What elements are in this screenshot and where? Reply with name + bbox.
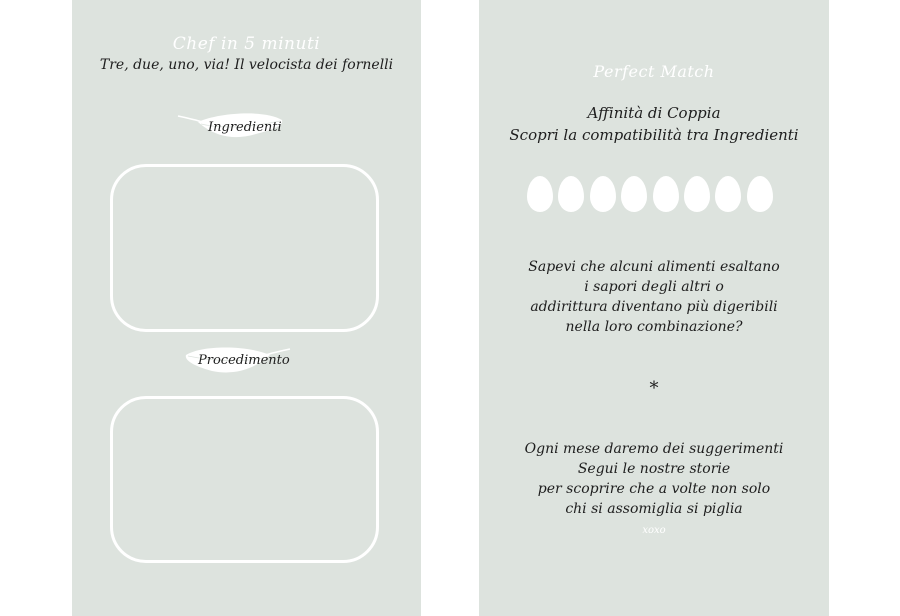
procedure-heading — [180, 343, 300, 383]
egg-icon — [527, 176, 553, 212]
egg-icon — [653, 176, 679, 212]
egg-icon — [590, 176, 616, 212]
question-line: addirittura diventano più digeribili — [530, 299, 778, 315]
procedure-label: Procedimento — [198, 353, 290, 368]
monthly-line: Ogni mese daremo dei suggerimenti — [524, 441, 784, 457]
egg-icon — [558, 176, 584, 212]
asterisk-divider: * — [649, 378, 659, 399]
egg-icon — [715, 176, 741, 212]
compatibility-subheading: Scopri la compatibilità tra Ingredienti — [509, 126, 799, 144]
right-card-title: Perfect Match — [593, 62, 715, 81]
monthly-line: Segui le nostre storie — [577, 461, 731, 477]
question-line: Sapevi che alcuni alimenti esaltano — [528, 259, 780, 275]
egg-icon — [747, 176, 773, 212]
right-card — [479, 0, 829, 616]
signoff: xoxo — [642, 525, 666, 536]
egg-icon — [621, 176, 647, 212]
egg-row — [527, 176, 777, 216]
left-card — [72, 0, 421, 616]
procedure-box — [110, 396, 379, 563]
ingredients-label: Ingredienti — [208, 120, 282, 135]
ingredients-heading — [176, 110, 296, 150]
question-line: i sapori degli altri o — [584, 279, 724, 295]
affinity-heading: Affinità di Coppia — [587, 104, 721, 122]
left-card-subtitle: Tre, due, uno, via! Il velocista dei fornelli — [99, 57, 394, 73]
question-line: nella loro combinazione? — [565, 319, 743, 335]
monthly-paragraph — [479, 439, 829, 519]
ingredients-box — [110, 164, 379, 332]
left-card-title: Chef in 5 minuti — [172, 34, 321, 54]
monthly-line: per scoprire che a volte non solo — [537, 481, 771, 497]
egg-icon — [684, 176, 710, 212]
monthly-line: chi si assomiglia si piglia — [565, 501, 743, 517]
question-paragraph — [479, 257, 829, 337]
